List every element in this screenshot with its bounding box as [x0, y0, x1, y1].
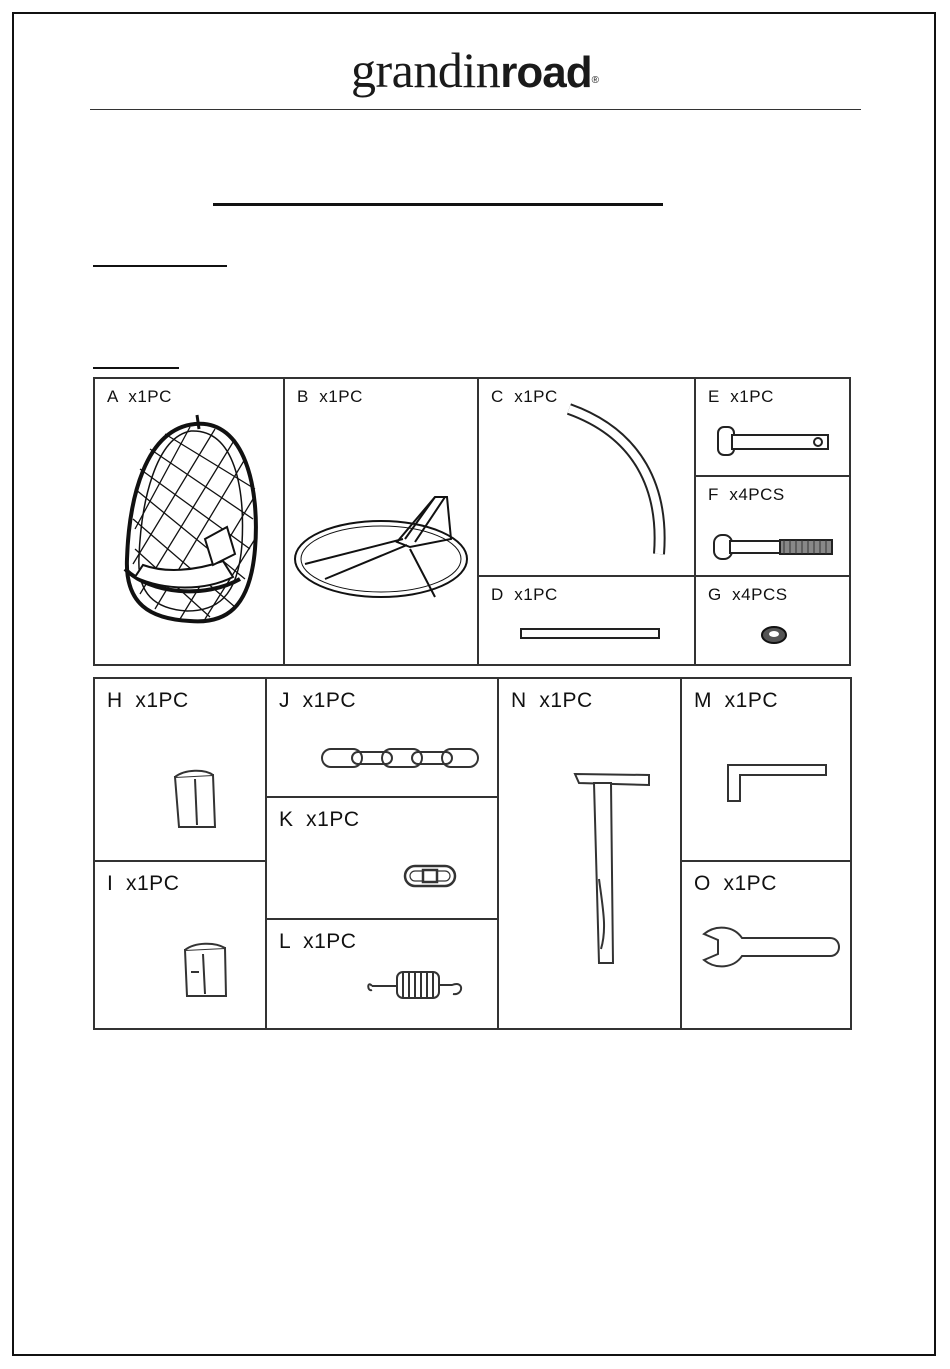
base-stand-illustration [285, 379, 481, 668]
brand-logo-light: grandin [351, 42, 501, 98]
part-label-k: K x1PC [279, 808, 360, 831]
title-underline [213, 203, 663, 206]
part-label-f: F x4PCS [708, 485, 785, 504]
part-cell-f [694, 475, 851, 577]
part-cell-g [694, 575, 851, 666]
curved-pole-illustration [479, 379, 698, 579]
section-underline [93, 265, 227, 267]
part-cell-c [477, 377, 696, 577]
part-label-m: M x1PC [694, 689, 779, 712]
part-label-l: L x1PC [279, 930, 357, 953]
parts-underline [93, 367, 179, 369]
hanging-hook-illustration [499, 679, 684, 1032]
part-cell-o [680, 860, 852, 1030]
bracket-h-illustration [95, 679, 269, 864]
part-cell-e [694, 377, 851, 477]
part-cell-j [265, 677, 499, 798]
part-cell-i [93, 860, 267, 1030]
part-label-e: E x1PC [708, 387, 774, 406]
part-label-i: I x1PC [107, 872, 180, 895]
bracket-i-illustration [95, 862, 269, 1032]
part-label-c: C x1PC [491, 387, 558, 406]
part-cell-k [265, 796, 499, 920]
bolt-illustration [696, 477, 853, 579]
nut-illustration [696, 577, 853, 668]
part-cell-b [283, 377, 479, 666]
part-label-h: H x1PC [107, 689, 189, 712]
pin-illustration [696, 379, 853, 479]
egg-chair-illustration [95, 379, 287, 668]
part-cell-n [497, 677, 682, 1030]
brand-logo [0, 40, 950, 111]
part-label-a: A x1PC [107, 387, 172, 406]
part-cell-d [477, 575, 696, 666]
registered-mark: ® [591, 75, 599, 86]
part-label-n: N x1PC [511, 689, 593, 712]
part-cell-m [680, 677, 852, 862]
allen-key-illustration [682, 679, 854, 864]
part-cell-a [93, 377, 285, 666]
part-label-g: G x4PCS [708, 585, 788, 604]
part-cell-l [265, 918, 499, 1030]
brand-logo-bold: road [500, 48, 592, 97]
straight-bar-illustration [479, 577, 698, 668]
part-label-j: J x1PC [279, 689, 357, 712]
spring-illustration [267, 920, 501, 1032]
chain-illustration [267, 679, 501, 800]
header-rule [90, 109, 861, 110]
part-label-d: D x1PC [491, 585, 558, 604]
quick-link-illustration [267, 798, 501, 922]
wrench-illustration [682, 862, 854, 1032]
part-label-o: O x1PC [694, 872, 777, 895]
part-label-b: B x1PC [297, 387, 363, 406]
part-cell-h [93, 677, 267, 862]
